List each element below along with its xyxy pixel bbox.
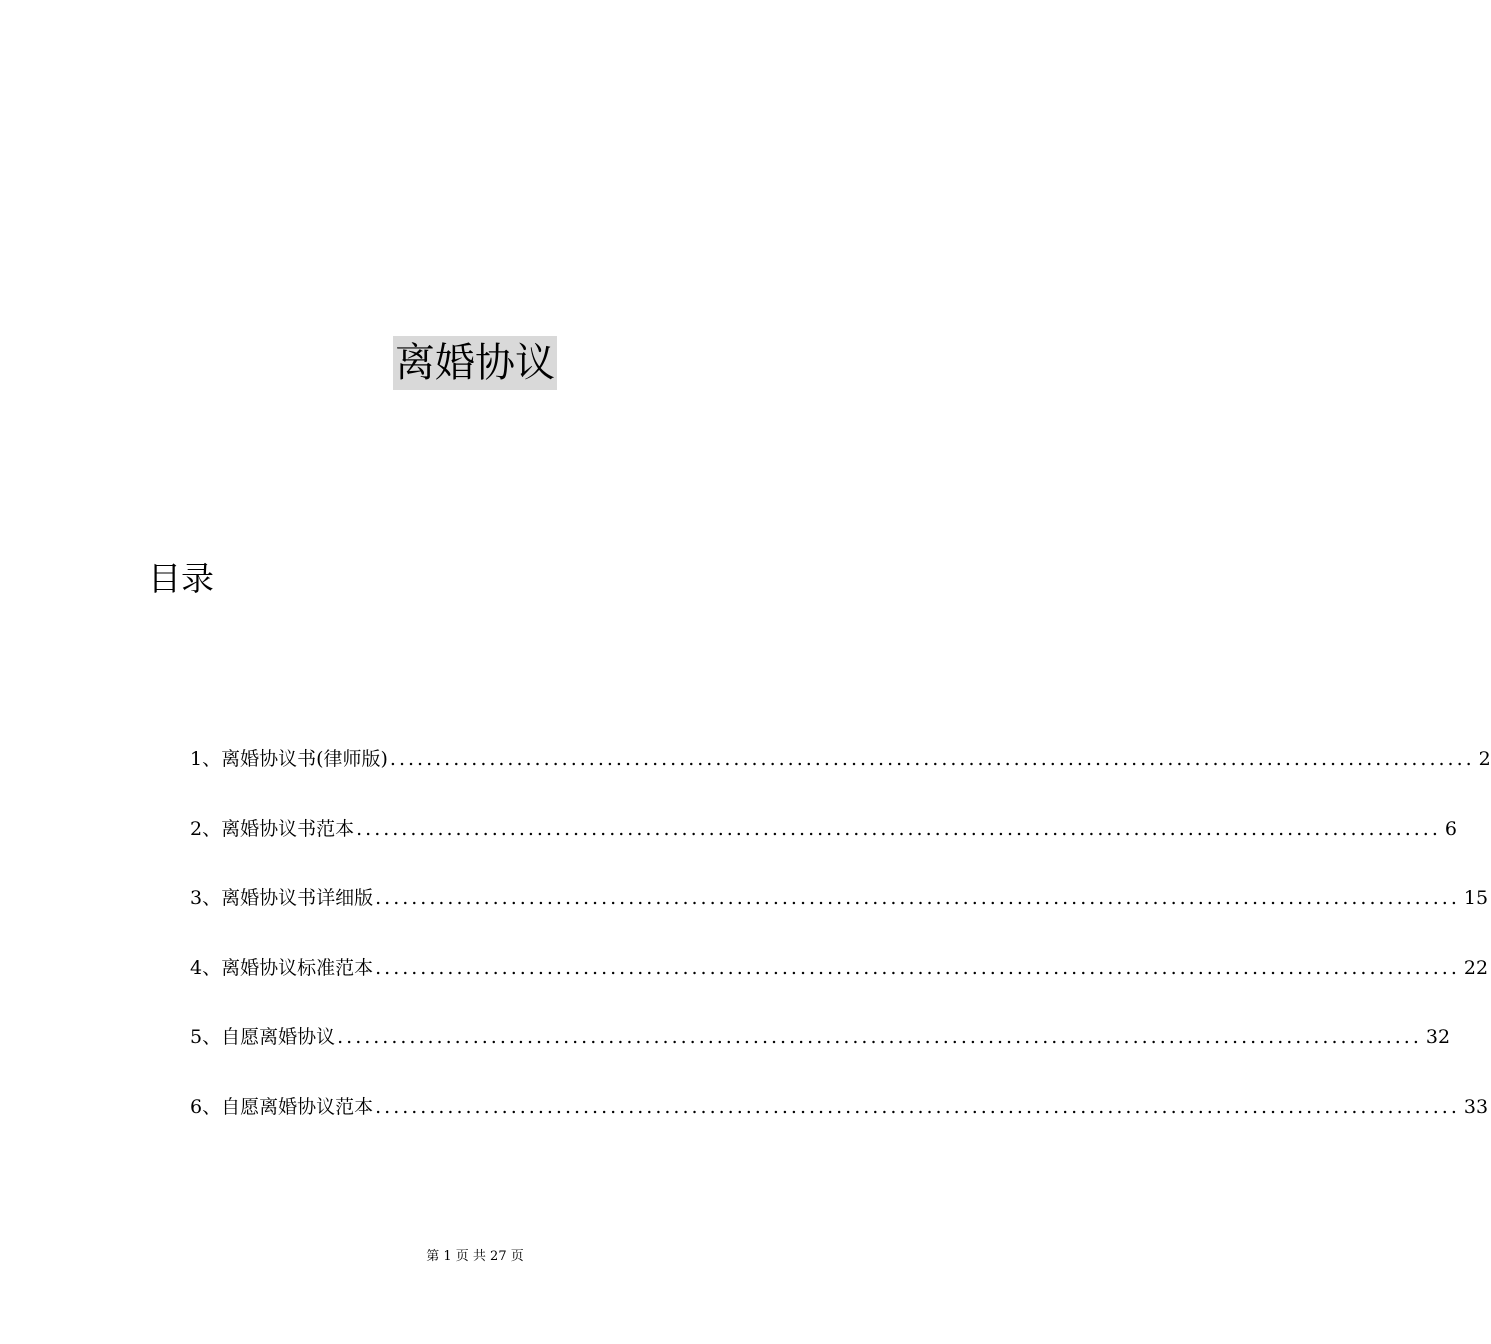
toc-entry[interactable] <box>190 1020 1451 1090</box>
document-title-text: 离婚协议 <box>393 336 557 390</box>
toc-dot-leader: ........................................................................................................................ <box>389 748 1475 770</box>
toc-heading: 目录 <box>148 559 214 598</box>
toc-entry-label <box>190 742 388 776</box>
toc-page-number: 22 <box>1463 956 1489 979</box>
toc-entry-number: 5、 <box>190 1026 222 1049</box>
toc-page-number: 33 <box>1463 1095 1489 1118</box>
toc-entry[interactable] <box>190 742 1491 812</box>
toc-entry-number: 4、 <box>190 956 222 979</box>
toc-dot-leader: ........................................................................................................................ <box>337 1026 1422 1049</box>
toc-entry-title: 离婚协议书详细版 <box>221 887 374 910</box>
toc-entry-number: 1、 <box>190 748 222 770</box>
toc-dot-leader: ........................................................................................................................ <box>375 887 1460 910</box>
toc-entry[interactable] <box>190 951 1489 1021</box>
toc-page-number: 2 <box>1478 748 1491 770</box>
toc-entry-label <box>190 1090 373 1124</box>
page-footer: 第 1 页 共 27 页 <box>426 1249 524 1264</box>
toc-entry-number: 3、 <box>190 887 222 910</box>
toc-entry-number: 2、 <box>190 817 222 840</box>
toc-entry-title: 自愿离婚协议 <box>221 1026 336 1049</box>
toc-entry-number: 6、 <box>190 1095 222 1118</box>
toc-page-number: 32 <box>1425 1026 1451 1049</box>
toc-dot-leader: ........................................................................................................................ <box>375 956 1460 979</box>
toc-entry[interactable] <box>190 812 1457 882</box>
toc-entry[interactable] <box>190 881 1489 951</box>
toc-entry-title: 自愿离婚协议范本 <box>221 1095 374 1118</box>
toc-entry-title: 离婚协议书(律师版) <box>221 748 388 770</box>
toc-dot-leader: ........................................................................................................................ <box>356 817 1441 840</box>
toc-page-number: 6 <box>1444 817 1457 840</box>
toc-entry[interactable] <box>190 1090 1489 1160</box>
toc-entry-title: 离婚协议书范本 <box>221 817 355 840</box>
table-of-contents <box>190 742 1491 1160</box>
toc-entry-label <box>190 951 373 985</box>
toc-entry-label <box>190 1020 335 1054</box>
toc-dot-leader: ........................................................................................................................ <box>375 1095 1460 1118</box>
document-title <box>0 336 950 390</box>
toc-page-number: 15 <box>1463 887 1489 910</box>
toc-entry-title: 离婚协议标准范本 <box>221 956 374 979</box>
toc-entry-label <box>190 812 354 846</box>
toc-entry-label <box>190 881 373 915</box>
